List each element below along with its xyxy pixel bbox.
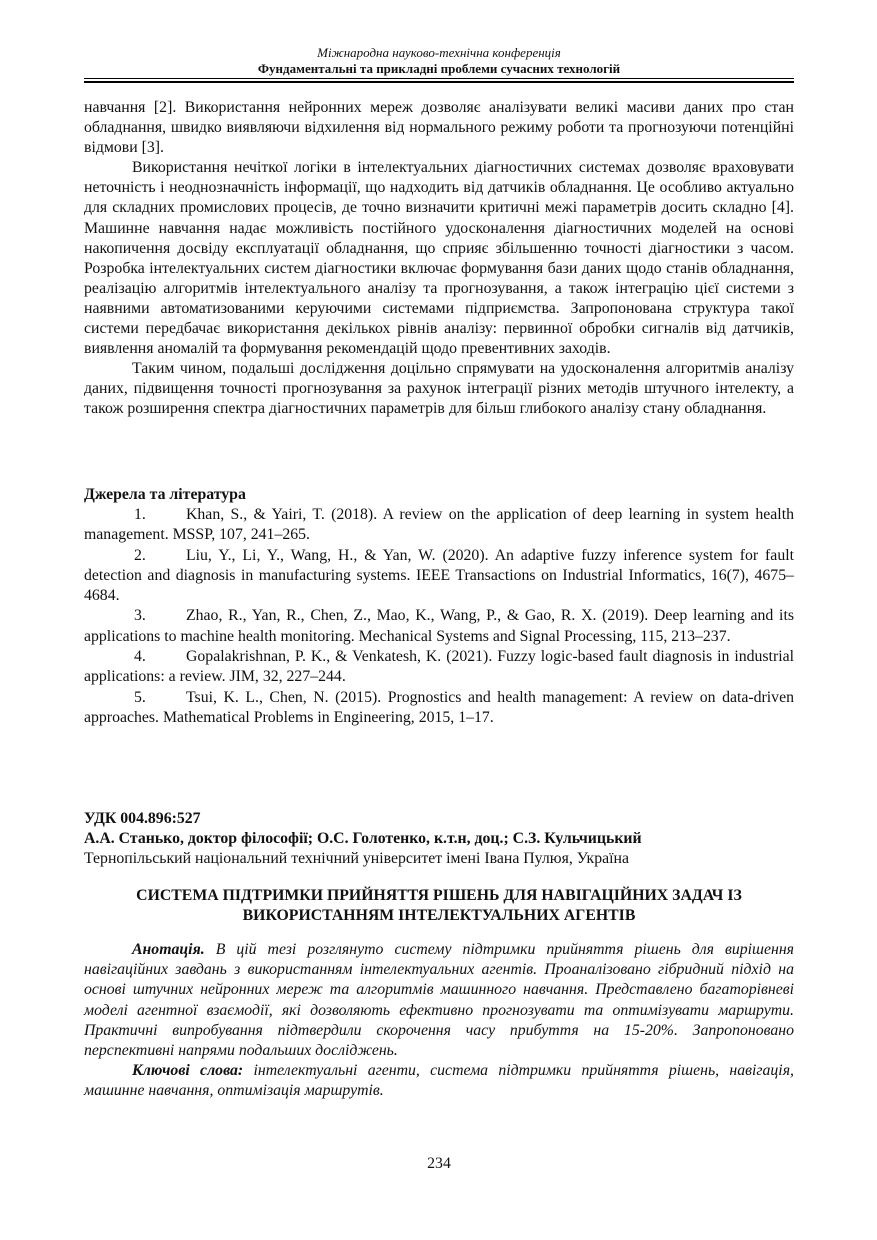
article-title-line-2: ВИКОРИСТАННЯМ ІНТЕЛЕКТУАЛЬНИХ АГЕНТІВ xyxy=(242,907,636,924)
header-rule-thick xyxy=(84,81,794,83)
header-rule-thin xyxy=(84,78,794,79)
references-heading: Джерела та література xyxy=(84,486,246,503)
abstract-block xyxy=(84,940,794,1102)
reference-text: Khan, S., & Yairi, T. (2018). A review on the application of deep learning in system health management. MSSP, 107, 241–265. xyxy=(84,506,794,544)
article-authors: А.А. Станько, доктор філософії; О.С. Голотенко, к.т.н, доц.; С.З. Кульчицький xyxy=(84,830,642,847)
body-text xyxy=(84,98,794,420)
udc-code: УДК 004.896:527 xyxy=(84,810,201,827)
reference-text: Liu, Y., Li, Y., Wang, H., & Yan, W. (2020). An adaptive fuzzy inference system for fault detection and diagnosis in manufacturing systems. IEEE Transactions on Industrial Informatics, 16(7), 4675–4684. xyxy=(84,546,794,605)
keywords-label: Ключові слова: xyxy=(132,1062,244,1080)
reference-number: 3. xyxy=(134,607,146,625)
reference-item xyxy=(84,546,794,607)
page-number: 234 xyxy=(427,1155,451,1172)
paragraph-3: Таким чином, подальші дослідження доцільно спрямувати на удосконалення алгоритмів аналізу даних, підвищення точності прогнозування за рахунок інтеграції різних методів штучного інтелекту, а також розширення спектра діагностичних параметрів для більш глибокого аналізу стану обладнання. xyxy=(84,360,794,418)
reference-item xyxy=(84,647,794,688)
reference-text: Zhao, R., Yan, R., Chen, Z., Mao, K., Wang, P., & Gao, R. X. (2019). Deep learning and its applications to machine health monitoring. Mechanical Systems and Signal Processing, 115, 213–237. xyxy=(84,607,794,645)
references-list xyxy=(84,505,794,728)
abstract-paragraph xyxy=(84,940,794,1061)
article-affiliation: Тернопільський національний технічний університет імені Івана Пулюя, Україна xyxy=(84,850,629,867)
reference-item xyxy=(84,505,794,546)
reference-number: 1. xyxy=(134,506,146,523)
keywords-text: інтелектуальні агенти, система підтримки прийняття рішень, навігація, машинне навчання, оптимізація маршрутів. xyxy=(84,1062,794,1100)
article-title xyxy=(84,886,794,926)
abstract-label: Анотація. xyxy=(132,941,205,958)
abstract-text: В цій тезі розглянуто систему підтримки прийняття рішень для вирішення навігаційних завдань з використанням інтелектуальних агентів. Проаналізовано гібридний підхід на основі штучних нейронних мереж та алгоритмів машинного навчання. Представлено багаторівневі моделі агентної взаємодії, які дозволяють ефективно прогнозувати та оптимізувати маршрути. Практичні випробування підтвердили скорочення часу прибуття на 15-20%. Запропоновано перспективні напрями подальших досліджень. xyxy=(84,941,795,1060)
reference-number: 4. xyxy=(134,648,146,666)
running-header-conference: Міжнародна науково-технічна конференція xyxy=(317,45,561,60)
reference-item xyxy=(84,606,794,647)
reference-item xyxy=(84,688,794,729)
keywords-paragraph xyxy=(84,1061,794,1101)
paragraph-1: навчання [2]. Використання нейронних мереж дозволяє аналізувати великі масиви даних про стан обладнання, швидко виявляючи відхилення від нормального режиму роботи та прогнозуючи потенційні відмови [3]. xyxy=(84,99,794,157)
reference-text: Gopalakrishnan, P. K., & Venkatesh, K. (2021). Fuzzy logic-based fault diagnosis in industrial applications: a review. JIM, 32, 227–244. xyxy=(84,648,794,686)
article-title-line-1: СИСТЕМА ПІДТРИМКИ ПРИЙНЯТТЯ РІШЕНЬ ДЛЯ НАВІГАЦІЙНИХ ЗАДАЧ ІЗ xyxy=(136,887,742,904)
running-header-theme: Фундаментальні та прикладні проблеми сучасних технологій xyxy=(257,61,621,76)
reference-number: 5. xyxy=(134,688,146,706)
reference-number: 2. xyxy=(134,546,146,564)
paragraph-2: Використання нечіткої логіки в інтелектуальних діагностичних системах дозволяє враховувати неточність і неоднозначність інформації, що надходить від датчиків обладнання. Це особливо актуально для складних промислових процесів, де точно визначити критичні межі параметрів досить складно [4]. Машинне навчання надає можливість постійного удосконалення діагностичних моделей на основі накопичення досвіду експлуатації обладнання, що сприяє збільшенню точності діагностики з часом. Розробка інтелектуальних систем діагностики включає формування бази даних щодо станів обладнання, реалізацію алгоритмів інтелектуального аналізу та прогнозування, а також інтеграцію цієї системи з наявними автоматизованими керуючими системами підприємства. Запропонована структура такої системи передбачає використання декількох рівнів аналізу: первинної обробки сигналів від датчиків, виявлення аномалій та формування рекомендацій щодо превентивних заходів. xyxy=(84,159,794,358)
reference-text: Tsui, K. L., Chen, N. (2015). Prognostics and health management: A review on data-driven approaches. Mathematical Problems in Engineering, 2015, 1–17. xyxy=(84,688,794,726)
